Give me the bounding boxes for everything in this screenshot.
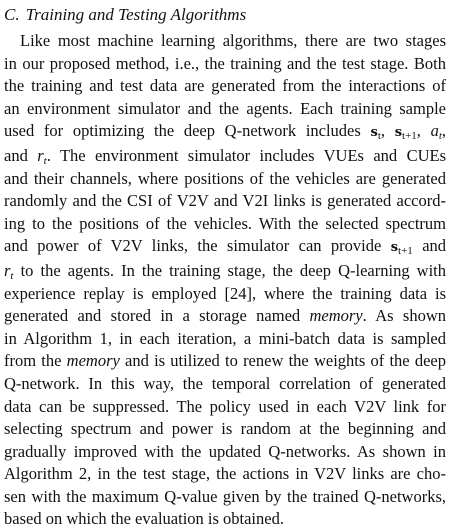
text-line bbox=[4, 305, 446, 328]
text-fragment: to the agents. In the training stage, the deep Q-learning with bbox=[20, 260, 447, 280]
body-paragraph bbox=[4, 30, 446, 531]
text-line: Like most machine learning algorithms, there are two stages bbox=[20, 31, 446, 50]
math-subscript: t+1 bbox=[402, 130, 417, 143]
text-fragment: and bbox=[422, 236, 447, 256]
section-number: C. bbox=[4, 5, 20, 24]
memory-term: memory bbox=[309, 306, 363, 326]
text-line: in our proposed method, i.e., the training and the test stage. Both bbox=[4, 53, 446, 73]
math-state-s-next: s bbox=[390, 240, 399, 256]
math-subscript: t+1 bbox=[398, 245, 413, 258]
math-subscript: t bbox=[10, 269, 14, 282]
section-title: Training and Testing Algorithms bbox=[25, 5, 247, 24]
section-heading bbox=[4, 4, 446, 26]
text-line: experience replay is employed [24], where the training data is bbox=[4, 283, 446, 303]
text-line: Algorithm 2, in the test stage, the actions in V2V links are cho- bbox=[4, 464, 446, 484]
text-fragment: and bbox=[4, 145, 28, 165]
math-reward: r bbox=[4, 260, 11, 280]
text-line bbox=[4, 145, 446, 168]
text-line: and their channels, where positions of the vehicles are generated bbox=[4, 168, 446, 188]
text-fragment: generated and stored in a storage named bbox=[4, 306, 301, 326]
text-line: used for optimizing the deep Q-network includes $s_t$, $s_{t+1}$, $a_t$, bbox=[4, 121, 447, 143]
text-line bbox=[4, 235, 446, 260]
text-fragment: from the bbox=[4, 351, 62, 371]
text-line: ing to the positions of the vehicles. With the selected spectrum bbox=[4, 213, 446, 233]
math-state-s: s bbox=[370, 125, 378, 141]
text-line: based on which the evaluation is obtained. bbox=[4, 509, 284, 529]
math-reward: r bbox=[37, 145, 44, 165]
text-line: an environment simulator and the agents. Each training sample bbox=[4, 98, 446, 118]
text-line bbox=[4, 260, 446, 283]
text-line: selecting spectrum and power is random at the beginning and bbox=[4, 419, 446, 439]
math-state-s-next: s bbox=[394, 125, 403, 141]
text-fragment: and power of V2V links, the simulator can provide bbox=[4, 236, 382, 256]
text-line: data can be suppressed. The policy used in each V2V link for bbox=[4, 396, 446, 416]
math-subscript: t bbox=[438, 130, 442, 143]
text-fragment: used for optimizing the deep Q-network includes bbox=[4, 121, 361, 141]
memory-term: memory bbox=[66, 351, 120, 371]
text-fragment: . The environment simulator includes VUEs and CUEs bbox=[46, 145, 446, 165]
text-line bbox=[4, 350, 446, 373]
text-line: randomly and the CSI of V2V and V2I links is generated accord- bbox=[4, 191, 446, 211]
text-line: in Algorithm 1, in each iteration, a mini-batch data is sampled bbox=[4, 328, 446, 348]
text-fragment: . As shown bbox=[362, 306, 447, 326]
math-action: a bbox=[430, 121, 439, 141]
text-line: Q-network. In this way, the temporal correlation of generated bbox=[4, 373, 446, 393]
math-subscript: t bbox=[377, 130, 381, 143]
text-line: gradually improved with the updated Q-networks. As shown in bbox=[4, 441, 446, 461]
text-fragment: and is utilized to renew the weights of the deep bbox=[125, 351, 446, 371]
text-line: sen with the maximum Q-value given by the trained Q-networks, bbox=[4, 486, 446, 506]
text-line: the training and test data are generated from the interactions of bbox=[4, 76, 446, 96]
math-subscript: t bbox=[43, 154, 47, 167]
